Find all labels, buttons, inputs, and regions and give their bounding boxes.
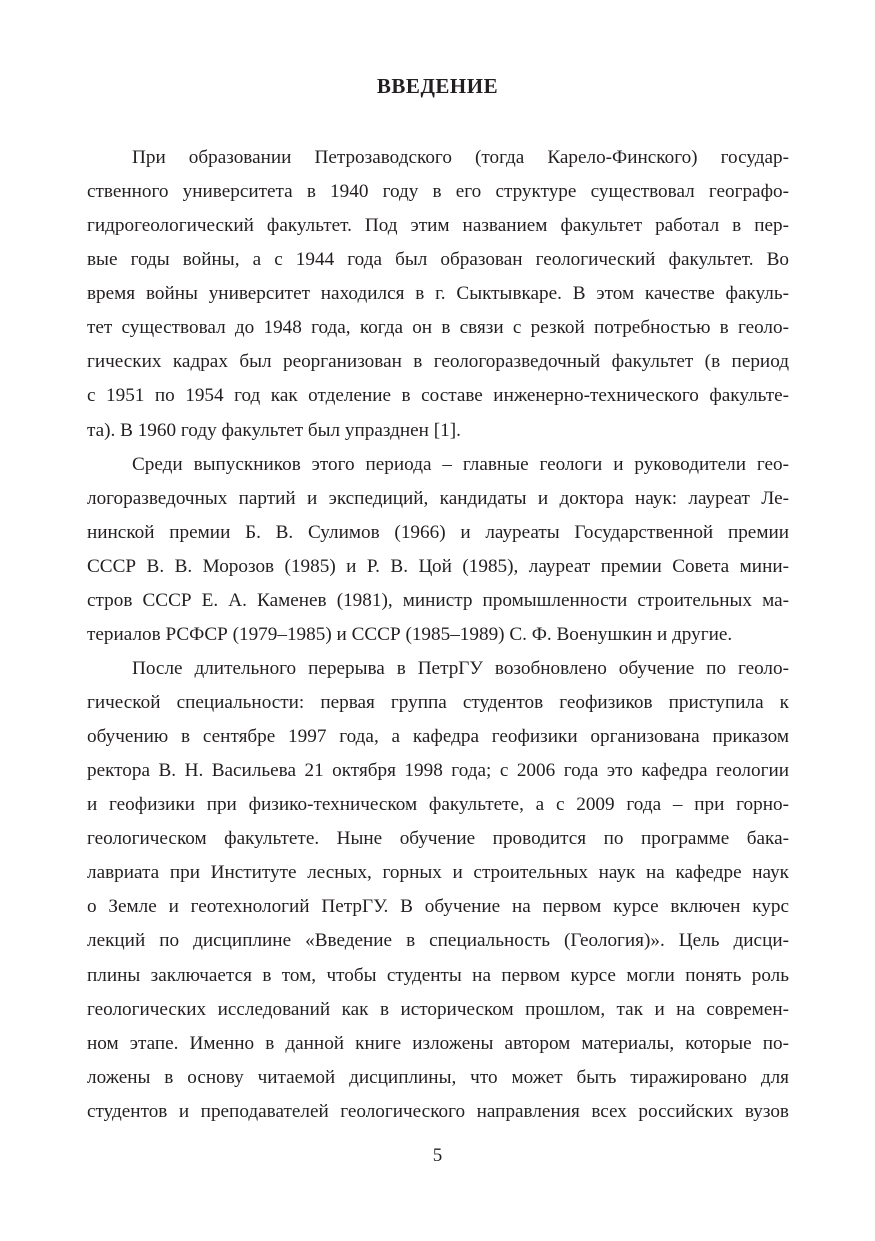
text-line: и геофизики при физико-техническом факультете, а с 2009 года – при горно- xyxy=(87,794,789,816)
text-line: После длительного перерыва в ПетрГУ возобновлено обучение по геоло- xyxy=(132,657,789,679)
text-line: логоразведочных партий и экспедиций, кандидаты и доктора наук: лауреат Ле- xyxy=(87,487,789,509)
text-line: вые годы войны, а с 1944 года был образован геологический факультет. Во xyxy=(87,249,789,271)
text-line: СССР В. В. Морозов (1985) и Р. В. Цой (1985), лауреат премии Совета мини- xyxy=(87,555,789,577)
text-line: ственного университета в 1940 году в его структуре существовал географо- xyxy=(87,181,789,203)
body-text xyxy=(87,141,789,1129)
text-line: плины заключается в том, чтобы студенты на первом курсе могли понять роль xyxy=(87,964,789,986)
text-line: гической специальности: первая группа студентов геофизиков приступила к xyxy=(87,692,789,713)
paragraph-3 xyxy=(87,652,789,1129)
text-line: время войны университет находился в г. Сыктывкаре. В этом качестве факуль- xyxy=(87,283,789,305)
text-line: геологических исследований как в историческом прошлом, так и на современ- xyxy=(87,998,789,1020)
text-line: геологическом факультете. Ныне обучение проводится по программе бака- xyxy=(87,828,789,850)
paragraph-1 xyxy=(87,141,789,448)
text-line: Среди выпускников этого периода – главные геологи и руководители гео- xyxy=(132,453,789,475)
page-number: 5 xyxy=(432,1145,443,1166)
text-line: гидрогеологический факультет. Под этим названием факультет работал в пер- xyxy=(87,215,789,237)
text-line: ректора В. Н. Васильева 21 октября 1998 года; с 2006 года это кафедра геологии xyxy=(87,760,789,782)
text-line: ложены в основу читаемой дисциплины, что может быть тиражировано для xyxy=(87,1066,789,1088)
page-title: ВВЕДЕНИЕ xyxy=(376,74,499,98)
text-line: При образовании Петрозаводского (тогда Карело-Финского) государ- xyxy=(132,147,789,168)
text-line: та). В 1960 году факультет был упразднен [1]. xyxy=(87,419,461,441)
paragraph-2 xyxy=(87,448,789,652)
text-line: обучению в сентябре 1997 года, а кафедра геофизики организована приказом xyxy=(87,726,789,748)
text-line: лавриата при Институте лесных, горных и строительных наук на кафедре наук xyxy=(87,862,789,884)
text-line: стров СССР Е. А. Каменев (1981), министр промышленности строительных ма- xyxy=(87,589,789,611)
text-line: лекций по дисциплине «Введение в специальность (Геология)». Цель дисци- xyxy=(87,930,789,952)
text-line: гических кадрах был реорганизован в геологоразведочный факультет (в период xyxy=(87,351,789,373)
text-line: студентов и преподавателей геологического направления всех российских вузов xyxy=(87,1100,789,1122)
text-line: о Земле и геотехнологий ПетрГУ. В обучение на первом курсе включен курс xyxy=(87,896,789,918)
text-line: с 1951 по 1954 год как отделение в составе инженерно-технического факульте- xyxy=(87,385,789,407)
text-line: ном этапе. Именно в данной книге изложены автором материалы, которые по- xyxy=(87,1032,789,1054)
text-line: териалов РСФСР (1979–1985) и СССР (1985–1989) С. Ф. Военушкин и другие. xyxy=(87,623,733,645)
text-line: нинской премии Б. В. Сулимов (1966) и лауреаты Государственной премии xyxy=(87,521,789,543)
text-line: тет существовал до 1948 года, когда он в связи с резкой потребностью в геоло- xyxy=(87,317,789,339)
